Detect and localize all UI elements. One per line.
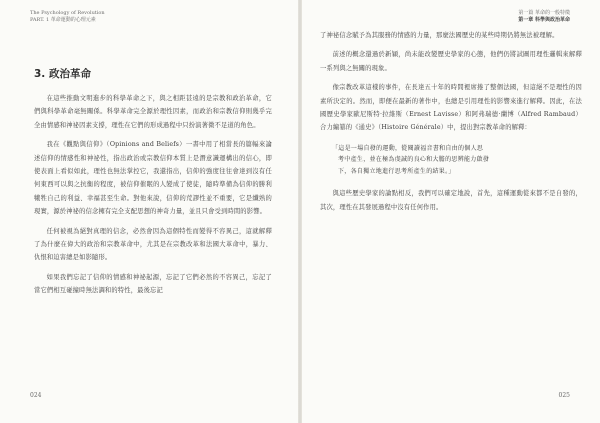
right-page (302, 0, 600, 423)
section-title: 3. 政治革命 (34, 68, 91, 80)
right-body-text (320, 29, 582, 220)
part-heading: 第一篇 革命的一般特徵 (518, 10, 570, 16)
running-head-left (30, 10, 105, 24)
paragraph: 與這些歷史學家的論點相反，我們可以確定地說，首先，這種運動從來都不是自發的，其次，理性在其發展過程中沒有任何作用。 (320, 190, 582, 211)
left-page (0, 0, 298, 423)
paragraph: 像宗教改革這樣的事件，在長達五十年的時間裡席捲了整個法國，但這絕不是理性的因素所決定的。然而，即便在最新的著作中，也總是引用理性的影響來進行解釋。因此，在法國歷史學家歐尼斯特·拉維斯（Ernest Lavisse）和阿弗瑞德·蘭博（Alfred Rambaud）合力編纂的《通史》（Histoire Générale）中，提出對宗教革命的解釋： (320, 84, 582, 132)
paragraph: 在這些推動文明進步的科學革命之下，與之相距甚遠的是宗教和政治革命，它們與科學革命毫無關係。科學革命完全源於理性因素，而政治和宗教信仰則幾乎完全由情感和神祕因素支撐，理性在它們的形成過程中只扮演著微不足道的角色。 (34, 95, 272, 129)
paragraph: 前述的概念還過於新穎，尚未能改變歷史學家的心態，他們仍將試圖用理性邏輯來解釋一系列與之無關的現象。 (320, 51, 582, 72)
page-number-left: 024 (30, 392, 42, 399)
quote-line: 「這是一場自發的運動，從閱讀福音書和自由的個人思 (332, 144, 484, 152)
part-title: PART. 1 革命運動的心理元素 (30, 17, 96, 23)
quote-line: 考中產生，並在極為虔誠的良心和大膽的思辨能力啟發 (338, 156, 490, 164)
quote-line: 下，各自獨立地進行思考所產生的結果。」 (338, 167, 455, 175)
paragraph: 了神祕信念賦予為其服務的情感的力量，那麼法國歷史的某些時期仍將無法被理解。 (320, 32, 559, 39)
paragraph: 我在《觀點與信仰》（Opinions and Beliefs）一書中用了相當長的篇幅來論述信仰的情感性和神祕性，指出政治或宗教信仰本質上是潛意識運構出的信心，即使表面上看似如此，理性也無法掌控它，我還指出，信仰的強度往往會達到沒有任何東西可以與之抗衡的程度，被信仰催眠的人變成了使徒，隨時準備為信仰的勝利犧牲自己的利益、幸福甚至生命。對他來說，信仰的荒謬性並不重要，它是纖熟的現實，源於神祕的信念擁有完全支配思想的神奇力量，並且只會受到時間的影響。 (34, 141, 272, 216)
block-quote (332, 143, 570, 178)
left-body-text (34, 92, 272, 304)
book-title: The Psychology of Revolution (30, 10, 105, 16)
running-head-right (518, 10, 570, 24)
page-number-right: 025 (558, 392, 570, 399)
paragraph: 如果我們忘記了信仰的情感和神祕起源，忘記了它們必然的不容異己，忘記了當它們相互碰撞時無法調和的特性，最後忘記 (34, 273, 272, 295)
chapter-heading: 第一章 科學與政治革命 (518, 17, 570, 23)
paragraph: 任何被視為絕對真理的信念，必然會因為這個特性而變得不容異己，這就解釋了為什麼在偉大的政治和宗教革命中，尤其是在宗教改革和法國大革命中，暴力、仇恨和迫害總是如影隨形。 (34, 227, 272, 262)
